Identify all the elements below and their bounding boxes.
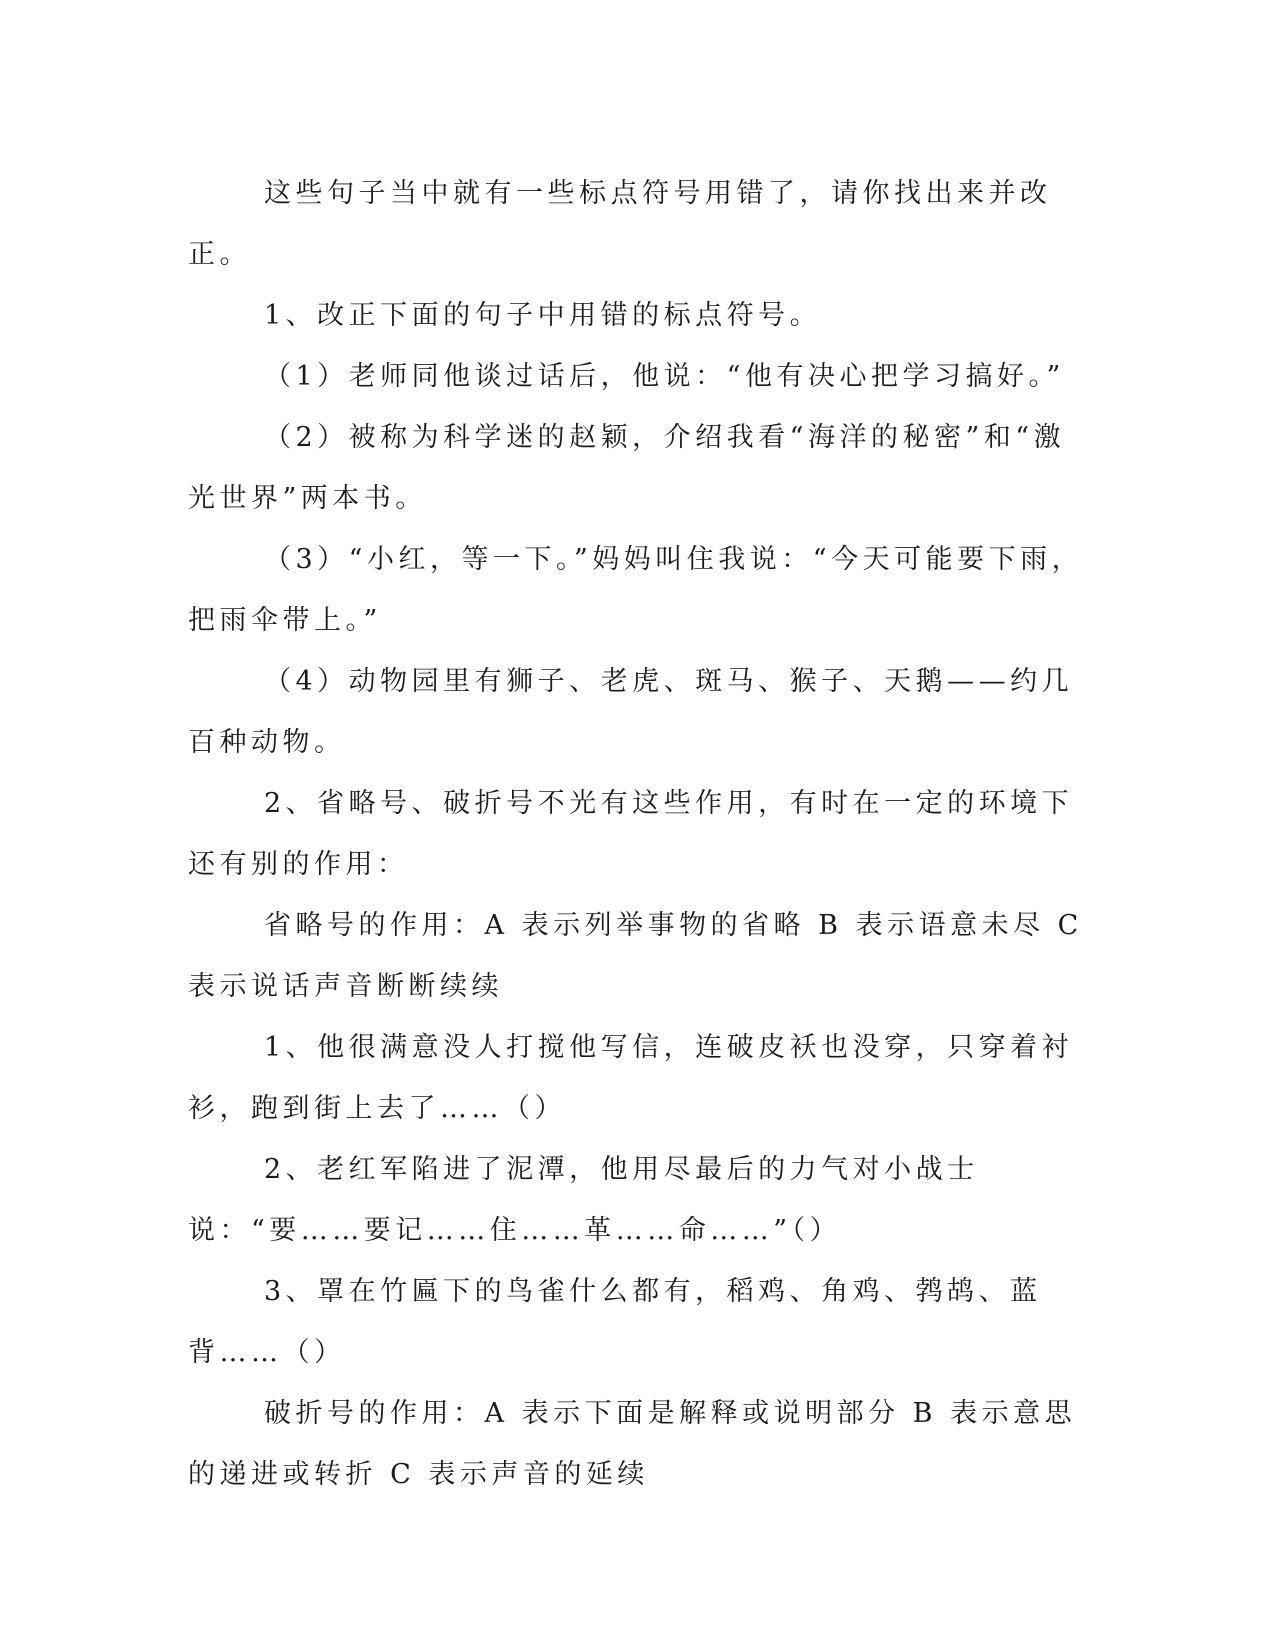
sentence-item-1: （1）老师同他谈过话后，他说：“他有决心把学习搞好。”	[264, 361, 1065, 392]
document-body	[188, 163, 1088, 1505]
sentence-item-4: （4）动物园里有狮子、老虎、斑马、猴子、天鹅——约几百种动物。	[188, 666, 1074, 758]
question-2-heading: 2、省略号、破折号不光有这些作用，有时在一定的环境下还有别的作用：	[188, 788, 1074, 880]
ellipsis-usage-paragraph: 省略号的作用：A 表示列举事物的省略 B 表示语意未尽 C 表示说话声音断断续续	[188, 910, 1083, 1002]
sentence-item-2: （2）被称为科学迷的赵颖，介绍我看“海洋的秘密”和“激光世界”两本书。	[188, 422, 1066, 514]
ellipsis-example-1: 1、他很满意没人打搅他写信，连破皮袄也没穿，只穿着衬衫，跑到街上去了……（）	[188, 1032, 1074, 1124]
intro-paragraph: 这些句子当中就有一些标点符号用错了，请你找出来并改正。	[188, 178, 1052, 270]
sentence-item-3: （3）“小红，等一下。”妈妈叫住我说：“今天可能要下雨，把雨伞带上。”	[188, 544, 1084, 636]
ellipsis-example-3: 3、罩在竹匾下的鸟雀什么都有，稻鸡、角鸡、鹁鸪、蓝背……（）	[188, 1276, 1042, 1368]
question-1-heading: 1、改正下面的句子中用错的标点符号。	[264, 300, 822, 331]
dash-usage-paragraph: 破折号的作用：A 表示下面是解释或说明部分 B 表示意思的递进或转折 C 表示声音的延续	[188, 1398, 1077, 1490]
ellipsis-example-2: 2、老红军陷进了泥潭，他用尽最后的力气对小战士说：“要……要记……住……革……命……”（）	[188, 1154, 979, 1246]
